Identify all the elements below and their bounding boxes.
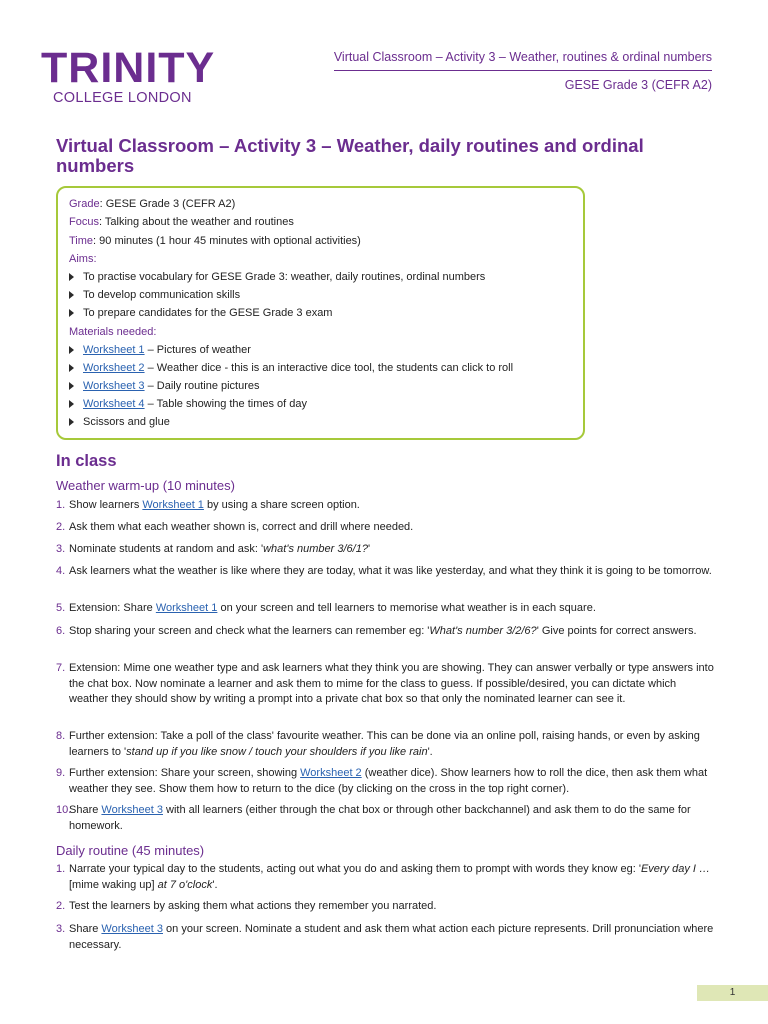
list-item [56, 498, 716, 514]
item-number: 7. [56, 662, 66, 674]
list-item [56, 601, 716, 617]
item-number: 5. [56, 602, 66, 614]
bullet-icon [69, 382, 74, 390]
item-number: 1. [56, 499, 66, 511]
list-item [56, 862, 716, 893]
item-text: with all learners (either through the chat box or through other backchannel) and ask them to do the same for homework. [69, 804, 691, 832]
item-text: '. [427, 745, 433, 758]
focus-row [69, 216, 294, 228]
bullet-icon [69, 273, 74, 281]
item-text: on your screen and tell learners to memorise what weather is in each square. [217, 602, 596, 614]
item-number: 9. [56, 767, 66, 779]
list-item [56, 542, 716, 558]
item-text: Share [69, 804, 102, 816]
warmup-title: Weather warm-up [56, 478, 160, 493]
aim-item [69, 289, 240, 301]
material-item [69, 416, 170, 428]
bullet-icon [69, 400, 74, 408]
aims-label: Aims: [69, 253, 97, 265]
item-italic: What's number 3/2/6? [429, 625, 537, 637]
material-item [69, 344, 251, 356]
list-item [56, 520, 716, 536]
bullet-icon [69, 418, 74, 426]
material-text: Scissors and glue [83, 416, 170, 428]
item-text: Further extension: Take a poll of the class' favourite weather. This can be done via an online poll, raising hands, or even by asking learners to ' [69, 730, 700, 758]
worksheet-3-link[interactable]: Worksheet 3 [101, 923, 163, 935]
focus-value: : Talking about the weather and routines [98, 216, 294, 228]
worksheet-1-link[interactable]: Worksheet 1 [142, 499, 204, 511]
routine-time: (45 minutes) [128, 843, 205, 858]
list-item [56, 564, 716, 580]
item-number: 3. [56, 923, 66, 935]
worksheet-2-link[interactable]: Worksheet 2 [300, 767, 362, 779]
material-text: – Pictures of weather [144, 344, 251, 356]
worksheet-1-link[interactable]: Worksheet 1 [155, 602, 218, 614]
item-number: 4. [56, 565, 66, 577]
material-item [69, 362, 513, 374]
item-text: Further extension: Share your screen, showing [69, 767, 301, 779]
materials-label: Materials needed: [69, 326, 157, 338]
warmup-time: (10 minutes) [159, 478, 235, 493]
logo-wordmark: TRINITY [41, 44, 216, 92]
aim-item [69, 271, 485, 283]
item-text: by using a share screen option. [203, 499, 360, 511]
worksheet-2-link[interactable]: Worksheet 2 [83, 362, 145, 374]
item-text: Show learners [69, 499, 143, 511]
grade-value: : GESE Grade 3 (CEFR A2) [99, 198, 236, 210]
list-item [56, 624, 716, 640]
page-number: 1 [697, 985, 768, 1001]
list-item [56, 661, 716, 708]
item-text: Ask them what each weather shown is, correct and drill where needed. [69, 521, 414, 533]
logo-subtitle: COLLEGE LONDON [53, 90, 192, 106]
item-number: 3. [56, 543, 66, 555]
item-number: 8. [56, 730, 66, 742]
aim-text: To develop communication skills [83, 289, 241, 301]
item-text: Test the learners by asking them what actions they remember you narrated. [69, 900, 437, 912]
worksheet-3-link[interactable]: Worksheet 3 [101, 804, 163, 816]
worksheet-4-link[interactable]: Worksheet 4 [83, 398, 145, 410]
item-text: Extension: Mime one weather type and ask learners what they think you are showing. They can answer verbally or type answers into the chat box. Now nominate a learner and ask them to mime for the class to guess. If possible/desired, you can dictate which weather they should show by writing a prompt into a private chat box so that only the nominated learner can see it. [69, 662, 714, 705]
aim-text: To practise vocabulary for GESE Grade 3: weather, daily routines, ordinal numbers [83, 271, 486, 283]
item-text: '. [212, 878, 218, 891]
item-number: 2. [56, 521, 66, 533]
item-text: Share [69, 923, 102, 935]
worksheet-3-link[interactable]: Worksheet 3 [83, 380, 145, 392]
routine-title: Daily routine [56, 843, 129, 858]
time-row [69, 235, 361, 247]
item-italic: what's number 3/6/1? [263, 543, 368, 555]
item-number: 2. [56, 900, 66, 912]
item-number: 6. [56, 625, 66, 637]
time-label: Time [69, 235, 94, 247]
item-text: Ask learners what the weather is like where they are today, what it was like yesterday, and what they think it is going to be tomorrow. [69, 565, 712, 577]
focus-label: Focus [69, 216, 99, 228]
item-italic: stand up if you like snow / touch your shoulders if you like rain [126, 745, 428, 758]
item-text: Stop sharing your screen and check what the learners can remember eg: ' [69, 625, 430, 637]
material-text: – Weather dice - this is an interactive dice tool, the students can click to roll [144, 362, 514, 374]
list-item [56, 729, 716, 760]
item-text: Narrate your typical day to the students, acting out what you do and asking them to prompt with words they know eg: ' [69, 863, 641, 875]
item-text: Extension: Share [69, 602, 156, 614]
in-class-heading: In class [56, 452, 117, 470]
lesson-info-box [56, 186, 585, 440]
material-text: – Table showing the times of day [144, 398, 308, 410]
item-number: 10. [56, 804, 72, 816]
running-header [334, 50, 712, 92]
item-text: (weather dice). Show learners how to roll the dice, then ask them what weather they see. Show them how to return to the dice (by clicking on the cross in the top right corner). [69, 767, 708, 795]
aim-item [69, 307, 332, 319]
item-text: [mime waking up] [69, 878, 158, 891]
bullet-icon [69, 346, 74, 354]
item-italic: Every day I … [640, 863, 711, 875]
material-item [69, 380, 260, 392]
time-value: : 90 minutes (1 hour 45 minutes with optional activities) [93, 235, 361, 247]
worksheet-1-link[interactable]: Worksheet 1 [83, 344, 145, 356]
bullet-icon [69, 291, 74, 299]
daily-routine-heading [56, 843, 204, 858]
grade-label: Grade [69, 198, 100, 210]
bullet-icon [69, 364, 74, 372]
item-text: on your screen. Nominate a student and ask them what action each picture represents. Drill pronunciation where necessary. [69, 923, 714, 951]
item-number: 1. [56, 863, 66, 875]
page-title: Virtual Classroom – Activity 3 – Weather, daily routines and ordinal numbers [56, 135, 644, 176]
item-text: ' [367, 543, 371, 555]
trinity-logo [41, 44, 216, 106]
header-title: Virtual Classroom – Activity 3 – Weather, routines & ordinal numbers [334, 50, 712, 71]
list-item [56, 922, 716, 953]
list-item [56, 803, 716, 834]
aim-text: To prepare candidates for the GESE Grade 3 exam [83, 307, 333, 319]
item-text: ' Give points for correct answers. [536, 625, 697, 637]
grade-row [69, 198, 235, 210]
material-text: – Daily routine pictures [144, 380, 260, 392]
list-item [56, 899, 716, 915]
item-text: Nominate students at random and ask: ' [69, 543, 264, 555]
list-item [56, 766, 716, 797]
material-item [69, 398, 307, 410]
header-grade: GESE Grade 3 (CEFR A2) [564, 78, 712, 92]
warmup-heading [56, 478, 235, 493]
bullet-icon [69, 309, 74, 317]
item-italic: at 7 o'clock [157, 878, 213, 891]
